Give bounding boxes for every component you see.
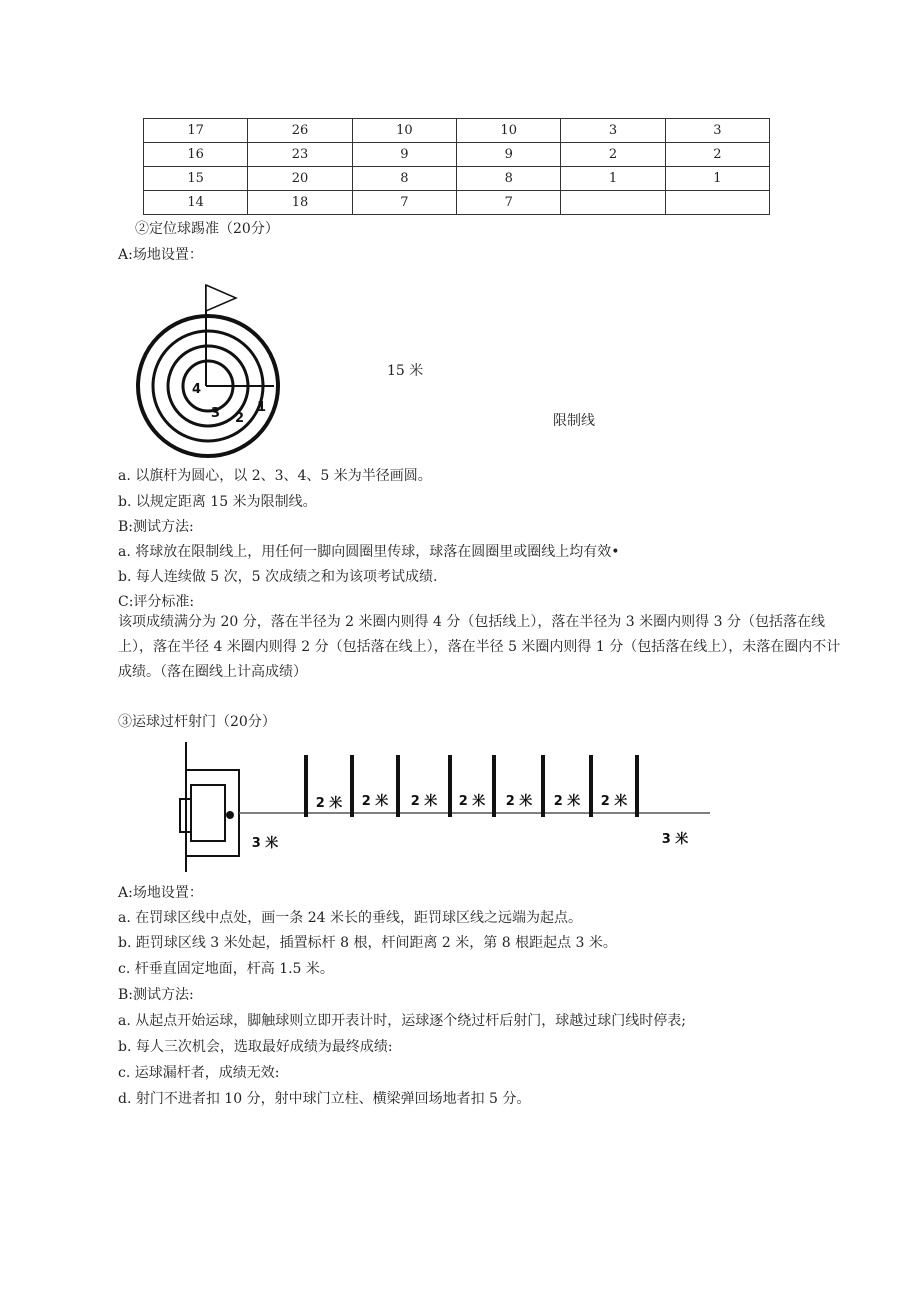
table-cell: 16 — [144, 143, 248, 167]
ring-label: 1 — [257, 400, 267, 415]
target-circles-diagram — [120, 280, 290, 465]
table-cell: 7 — [457, 191, 561, 215]
s2-site-b: b. 以规定距离 15 米为限制线。 — [118, 494, 317, 510]
gap-label: 2 米 — [361, 794, 389, 809]
start-distance-label: 3 米 — [251, 836, 279, 851]
score-table — [143, 118, 770, 215]
table-row — [144, 119, 770, 143]
table-cell: 1 — [561, 167, 665, 191]
limit-line-label: 限制线 — [553, 413, 595, 429]
goal-area — [191, 785, 225, 841]
s2-method-b: b. 每人连续做 5 次，5 次成绩之和为该项考试成绩. — [118, 569, 438, 585]
dribble-course-diagram — [170, 742, 715, 877]
s2-site-heading: A:场地设置： — [118, 247, 203, 263]
ring-label: 3 — [211, 406, 221, 421]
table-cell — [561, 191, 665, 215]
table-cell: 23 — [248, 143, 352, 167]
table-cell: 10 — [457, 119, 561, 143]
gap-label: 2 米 — [600, 794, 628, 809]
s2-score-heading: C:评分标准: — [118, 594, 195, 610]
s2-method-a: a. 将球放在限制线上，用任何一脚向圆圈里传球，球落在圆圈里或圈线上均有效• — [118, 544, 620, 560]
table-cell: 15 — [144, 167, 248, 191]
s3-method-d: d. 射门不进者扣 10 分，射中球门立柱、横梁弹回场地者扣 5 分。 — [118, 1091, 531, 1107]
table-cell: 17 — [144, 119, 248, 143]
table-cell: 9 — [457, 143, 561, 167]
table-cell: 2 — [665, 143, 769, 167]
gap-label: 2 米 — [315, 796, 343, 811]
s3-method-heading: B:测试方法: — [118, 987, 194, 1003]
flag-icon — [206, 285, 236, 311]
table-cell: 14 — [144, 191, 248, 215]
end-distance-label: 3 米 — [661, 832, 689, 847]
table-cell: 1 — [665, 167, 769, 191]
table-row — [144, 143, 770, 167]
gap-label: 2 米 — [505, 794, 533, 809]
table-cell: 9 — [352, 143, 456, 167]
s3-site-c: c. 杆垂直固定地面，杆高 1.5 米。 — [118, 961, 334, 977]
table-cell: 26 — [248, 119, 352, 143]
table-row — [144, 167, 770, 191]
distance-label: 15 米 — [387, 363, 424, 379]
s2-score-text: 该项成绩满分为 20 分，落在半径为 2 米圈内则得 4 分（包括线上），落在半径为 3 米圈内则得 3 分（包括落在线上），落在半径 4 米圈内则得 2 分（包括落在线上），落在半径 5 米圈内则得 1 分（包括落在线上），未落在圈内不计成绩。（落在圈线上计高成绩） — [118, 614, 841, 680]
table-cell: 20 — [248, 167, 352, 191]
s3-method-c: c. 运球漏杆者，成绩无效: — [118, 1065, 280, 1081]
gap-label: 2 米 — [410, 794, 438, 809]
section-3-title: ③运球过杆射门（20分） — [118, 714, 276, 730]
table-cell: 10 — [352, 119, 456, 143]
table-cell: 8 — [457, 167, 561, 191]
s3-site-heading: A:场地设置： — [118, 885, 203, 901]
table-cell: 8 — [352, 167, 456, 191]
s2-method-heading: B:测试方法: — [118, 519, 194, 535]
s2-site-a: a. 以旗杆为圆心，以 2、3、4、5 米为半径画圆。 — [118, 468, 432, 484]
s3-method-a: a. 从起点开始运球，脚触球则立即开表计时，运球逐个绕过杆后射门，球越过球门线时停表; — [118, 1013, 686, 1029]
ring-label: 2 — [235, 411, 245, 426]
table-cell: 3 — [561, 119, 665, 143]
s3-site-a: a. 在罚球区线中点处，画一条 24 米长的垂线，距罚球区线之远端为起点。 — [118, 910, 582, 926]
gap-label: 2 米 — [553, 794, 581, 809]
s3-method-b: b. 每人三次机会，选取最好成绩为最终成绩: — [118, 1039, 393, 1055]
table-cell: 7 — [352, 191, 456, 215]
gap-label: 2 米 — [458, 794, 486, 809]
section-2-title: ②定位球踢准（20分） — [135, 221, 279, 237]
table-cell — [665, 191, 769, 215]
table-cell: 2 — [561, 143, 665, 167]
ring-label: 4 — [192, 382, 202, 397]
s3-site-b: b. 距罚球区线 3 米处起，插置标杆 8 根，杆间距离 2 米，第 8 根距起点 3 米。 — [118, 935, 617, 951]
table-cell: 3 — [665, 119, 769, 143]
table-row — [144, 191, 770, 215]
penalty-spot — [226, 811, 234, 819]
table-cell: 18 — [248, 191, 352, 215]
